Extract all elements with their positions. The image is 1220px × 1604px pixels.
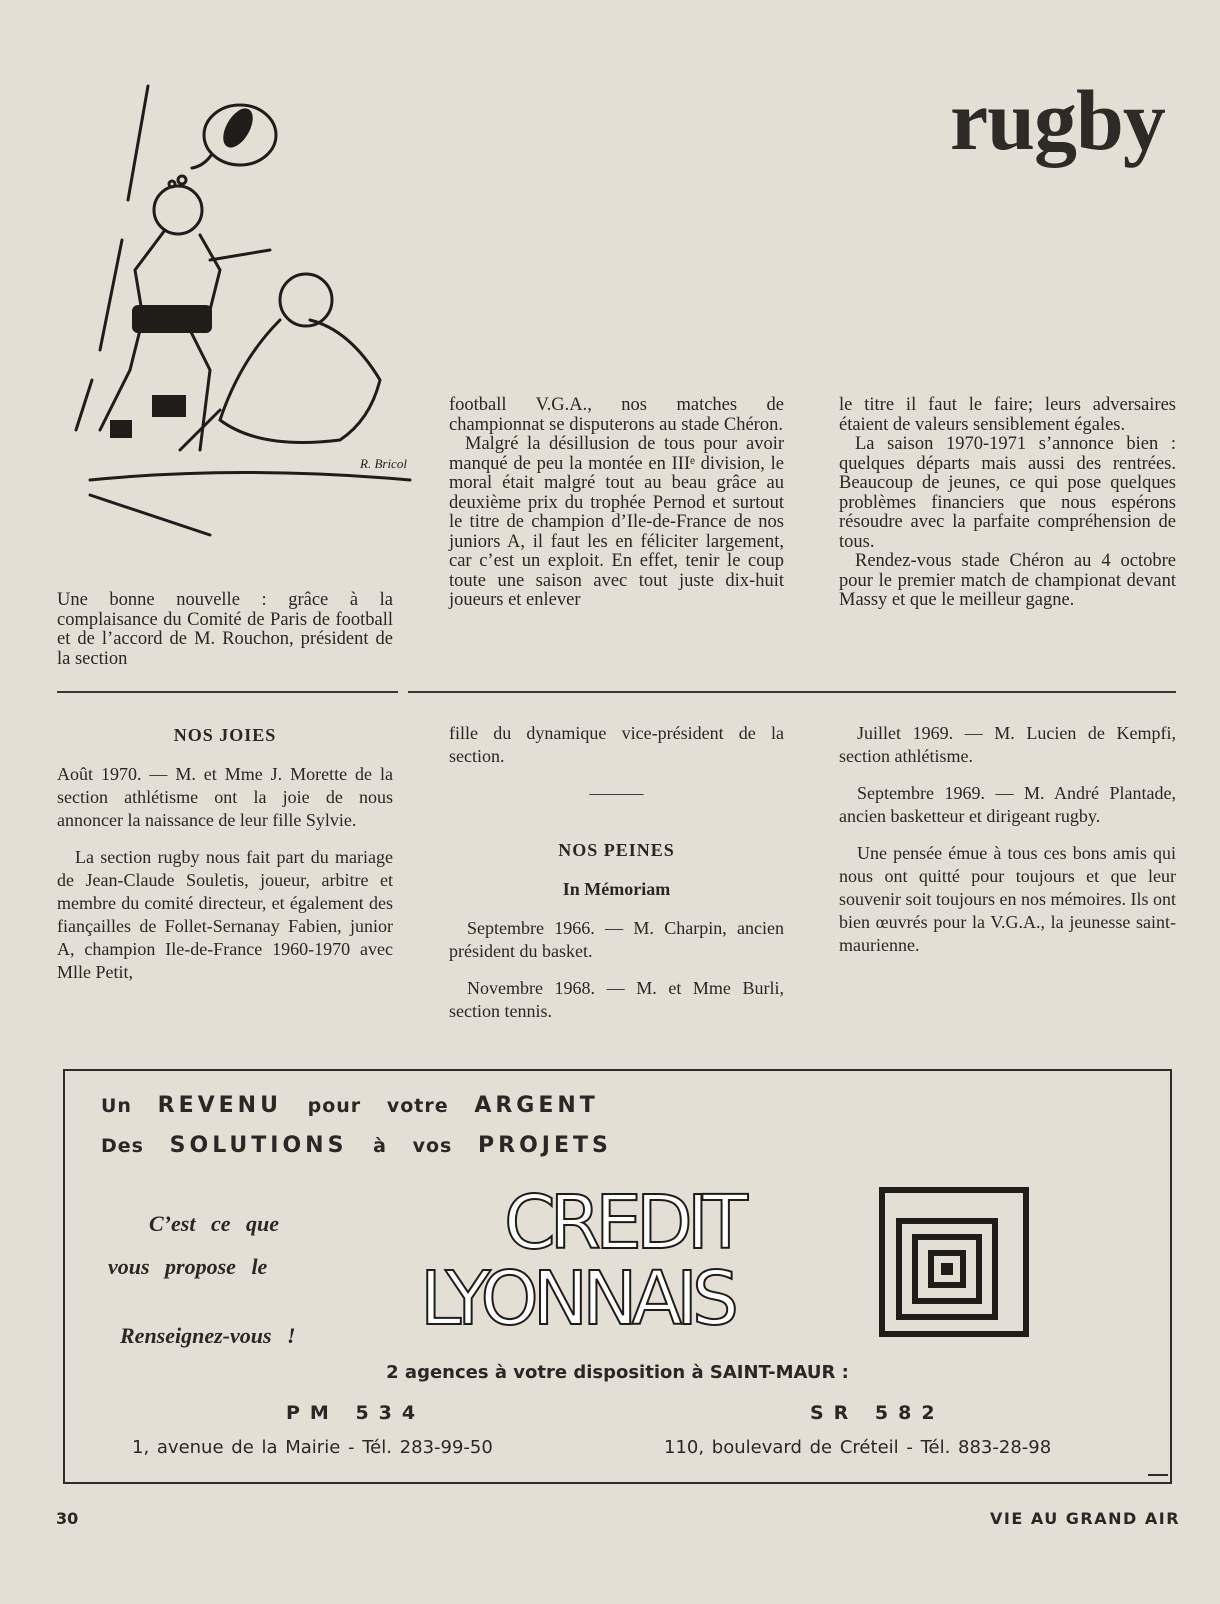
agency-1-code: PM 534 bbox=[286, 1402, 426, 1424]
peines-heading: NOS PEINES bbox=[558, 840, 675, 860]
ad-tagline-3: Renseignez-vous ! bbox=[120, 1323, 296, 1348]
rugby-cartoon-illustration bbox=[70, 80, 430, 540]
memoriam-item: Septembre 1969. — M. André Plantade, ancien basketteur et dirigeant rugby. bbox=[839, 783, 1176, 826]
intro-column-1 bbox=[57, 591, 393, 669]
joies-column bbox=[57, 724, 393, 998]
memoriam-item: Novembre 1968. — M. et Mme Burli, section tennis. bbox=[449, 978, 784, 1021]
ad-tagline-1: C’est ce que bbox=[149, 1211, 279, 1236]
memoriam-item: Juillet 1969. — M. Lucien de Kempfi, section athlétisme. bbox=[839, 723, 1176, 766]
page-title: rugby bbox=[950, 72, 1165, 168]
ad-headline-2: Des SOLUTIONS à vos PROJETS bbox=[101, 1133, 612, 1158]
memoriam-item: Septembre 1966. — M. Charpin, ancien président du basket. bbox=[449, 918, 784, 961]
paragraph: Rendez-vous stade Chéron au 4 octobre pour le premier match de championat devant Massy et que le meilleur gagne. bbox=[839, 551, 1176, 610]
ad-headline-1: Un REVENU pour votre ARGENT bbox=[101, 1093, 599, 1118]
page-number: 30 bbox=[56, 1509, 79, 1528]
credit-lyonnais-logo-icon bbox=[879, 1187, 1029, 1337]
paragraph: fille du dynamique vice-président de la section. bbox=[449, 723, 784, 766]
ad-tagline-2: vous propose le bbox=[108, 1254, 268, 1279]
ad-border-extension bbox=[1148, 1474, 1168, 1476]
paragraph: Une bonne nouvelle : grâce à la complaisance du Comité de Paris de football et de l’accord de M. Rouchon, président de la section bbox=[57, 590, 393, 669]
agency-2-code: SR 582 bbox=[810, 1402, 945, 1424]
peines-column bbox=[449, 722, 784, 1037]
joies-heading: NOS JOIES bbox=[173, 725, 277, 745]
intro-column-2 bbox=[449, 396, 784, 611]
separator: ——— bbox=[589, 783, 644, 803]
section-divider bbox=[57, 691, 1176, 693]
peines-column-continued bbox=[839, 722, 1176, 971]
memoriam-subheading: In Mémoriam bbox=[562, 879, 671, 899]
paragraph: Malgré la désillusion de tous pour avoir manqué de peu la montée en IIIᵉ division, le moral était malgré tout au beau grâce au deuxième prix du trophée Pernod et surtout le titre de champion d’Ile-de-France de nos juniors A, il faut les en féliciter largement, car c’est un exploit. En effet, tenir le coup toute une saison avec tout juste dix-huit joueurs et enlever bbox=[449, 434, 784, 610]
ad-agencies-line: 2 agences à votre disposition à SAINT-MAUR : bbox=[386, 1362, 849, 1383]
magazine-name: VIE AU GRAND AIR bbox=[990, 1509, 1181, 1528]
agency-1-address: 1, avenue de la Mairie - Tél. 283-99-50 bbox=[132, 1437, 493, 1458]
paragraph: Août 1970. — M. et Mme J. Morette de la section athlétisme ont la joie de nous annoncer la naissance de leur fille Sylvie. bbox=[57, 764, 393, 830]
paragraph: La section rugby nous fait part du mariage de Jean-Claude Souletis, joueur, arbitre et membre du comité directeur, et également des fiançailles de Follet-Sernanay Fabien, junior A, champion Ile-de-France 1960-1970 avec Mlle Petit, bbox=[57, 847, 393, 982]
credit-lyonnais-advertisement bbox=[63, 1069, 1172, 1484]
illustration-signature: R. Bricol bbox=[360, 456, 407, 471]
paragraph: La saison 1970-1971 s’annonce bien : quelques départs mais aussi des rentrées. Beaucoup de jeunes, ce qui pose quelques problèmes financiers que nous espérons résoudre avec la parfaite compréhension de tous. bbox=[839, 434, 1176, 552]
paragraph: le titre il faut le faire; leurs adversaires étaient de valeurs sensiblement égales. bbox=[839, 395, 1176, 435]
intro-column-3 bbox=[839, 396, 1176, 611]
closing-paragraph: Une pensée émue à tous ces bons amis qui nous ont quitté pour toujours et que leur souvenir soit toujours en nos mémoires. Ils ont bien œuvrés pour la V.G.A., la jeunesse saint-maurienne. bbox=[839, 843, 1176, 955]
agency-2-address: 110, boulevard de Créteil - Tél. 883-28-98 bbox=[664, 1437, 1052, 1458]
divider-gap bbox=[398, 688, 408, 696]
paragraph: football V.G.A., nos matches de championnat se disputerons au stade Chéron. bbox=[449, 395, 784, 435]
credit-lyonnais-logo-text: CREDIT LYONNAIS bbox=[420, 1180, 742, 1342]
